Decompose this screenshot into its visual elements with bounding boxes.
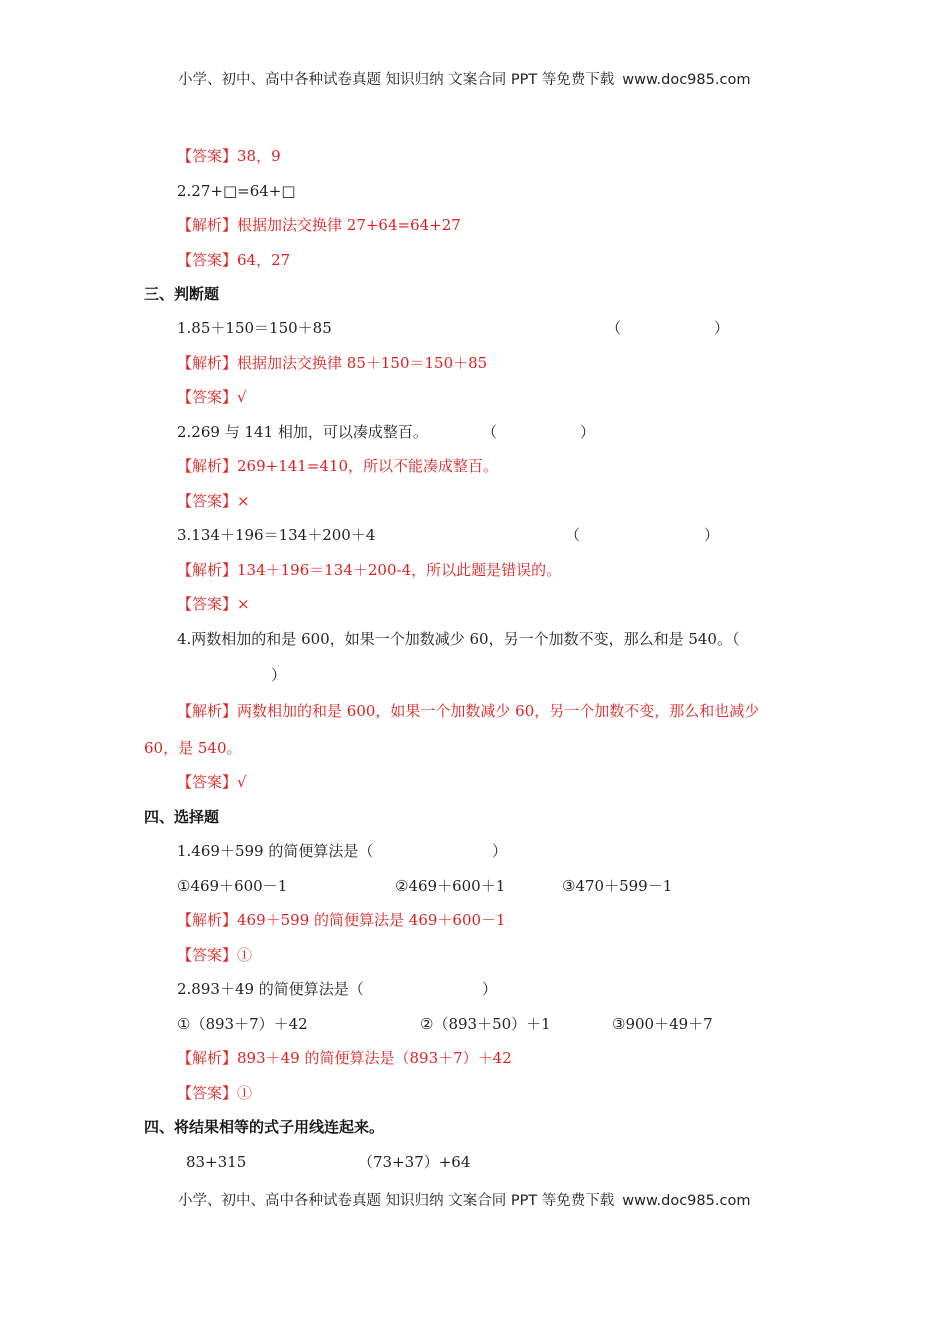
match-left-expression: 83+315 <box>186 1153 247 1171</box>
answer-paren-close: ） <box>492 842 508 860</box>
answer-paren-close: ） <box>482 980 498 998</box>
header-url: www.doc985.com <box>622 72 751 88</box>
answer-paren-close: ） <box>704 526 720 544</box>
answer-paren-close: ） <box>714 319 730 337</box>
answer-paren-close: ） <box>580 423 596 441</box>
question-text: 1.469＋599 的简便算法是（ <box>177 842 374 860</box>
option-3: ③470＋599－1 <box>562 877 673 895</box>
option-1: ①（893＋7）＋42 <box>177 1015 308 1033</box>
section-heading: 四、选择题 <box>144 808 220 826</box>
answer-paren-open: （ <box>482 423 498 441</box>
match-right-expression: （73+37）+64 <box>358 1153 471 1171</box>
question-text: 2.893＋49 的简便算法是（ <box>177 980 364 998</box>
answer-text: 【答案】√ <box>177 773 247 791</box>
analysis-text: 【解析】根据加法交换律 85＋150＝150＋85 <box>177 354 488 372</box>
answer-text: 【答案】× <box>177 492 250 510</box>
analysis-text: 【解析】两数相加的和是 600，如果一个加数减少 60，另一个加数不变，那么和也减少 <box>177 702 760 720</box>
analysis-text: 【解析】469＋599 的简便算法是 469＋600－1 <box>177 911 506 929</box>
question-text: 3.134＋196＝134＋200＋4 <box>177 526 376 544</box>
footer-url: www.doc985.com <box>622 1193 751 1209</box>
answer-text: 【答案】① <box>177 946 253 964</box>
analysis-text: 【解析】134＋196＝134＋200-4，所以此题是错误的。 <box>177 561 562 579</box>
answer-text: 【答案】× <box>177 595 250 613</box>
answer-text: 【答案】64，27 <box>177 251 291 269</box>
analysis-text-continued: 60，是 540。 <box>144 739 242 757</box>
analysis-text: 【解析】269+141=410，所以不能凑成整百。 <box>177 457 499 475</box>
question-text: 4.两数相加的和是 600，如果一个加数减少 60，另一个加数不变，那么和是 540。（ <box>177 630 740 648</box>
answer-text: 【答案】38，9 <box>177 147 281 165</box>
option-2: ②469＋600＋1 <box>395 877 506 895</box>
footer-text: 小学、初中、高中各种试卷真题 知识归纳 文案合同 PPT 等免费下载 <box>178 1193 615 1209</box>
answer-paren-open: （ <box>606 319 622 337</box>
analysis-text: 【解析】893＋49 的简便算法是（893＋7）＋42 <box>177 1049 512 1067</box>
option-2: ②（893＋50）＋1 <box>420 1015 551 1033</box>
question-text: 2.269 与 141 相加，可以凑成整百。 <box>177 423 428 441</box>
analysis-text: 【解析】根据加法交换律 27+64=64+27 <box>177 216 461 234</box>
question-text: 1.85＋150＝150＋85 <box>177 319 332 337</box>
option-3: ③900＋49＋7 <box>612 1015 713 1033</box>
answer-text: 【答案】√ <box>177 388 247 406</box>
answer-paren-close: ） <box>271 666 287 684</box>
option-1: ①469＋600－1 <box>177 877 288 895</box>
answer-paren-open: （ <box>565 526 581 544</box>
answer-text: 【答案】① <box>177 1084 253 1102</box>
question-text: 2.27+□=64+□ <box>177 182 296 200</box>
page-footer <box>178 1191 750 1211</box>
section-heading: 三、判断题 <box>144 285 220 303</box>
section-heading: 四、将结果相等的式子用线连起来。 <box>144 1118 385 1136</box>
header-text: 小学、初中、高中各种试卷真题 知识归纳 文案合同 PPT 等免费下载 <box>178 72 615 88</box>
page-header <box>178 70 750 90</box>
